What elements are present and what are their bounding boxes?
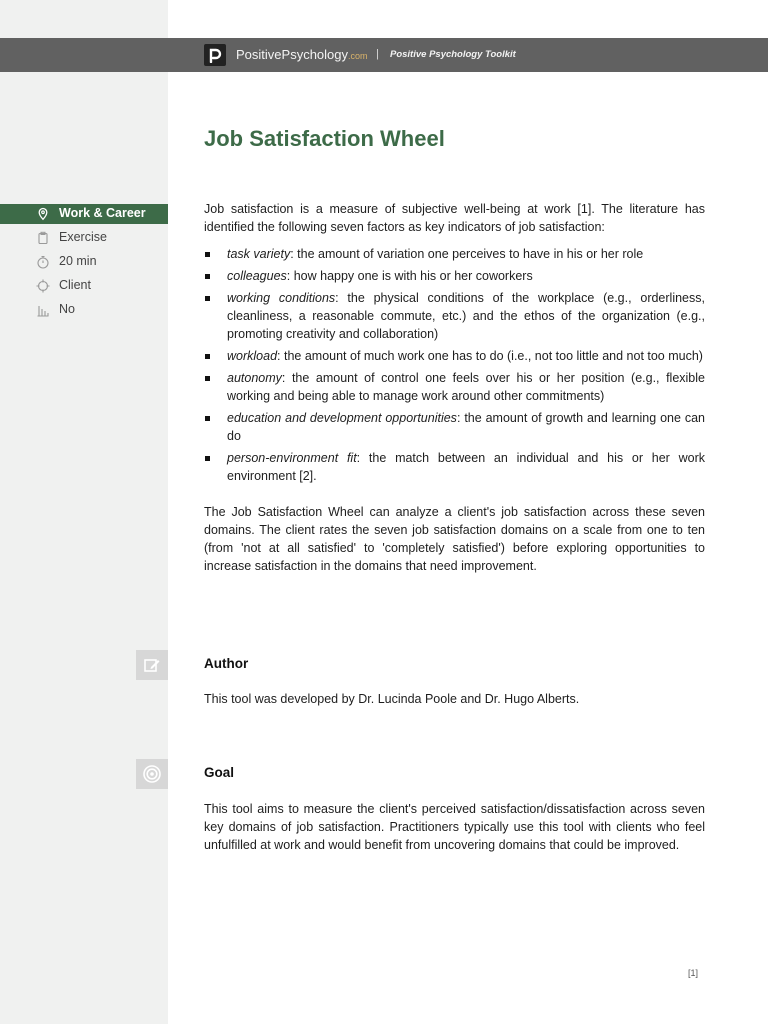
crosshair-icon (36, 279, 50, 293)
factor-term: task variety (227, 247, 291, 261)
list-item (204, 449, 705, 485)
list-item (204, 267, 705, 285)
meta-item-category (0, 204, 168, 224)
bar-chart-icon (36, 303, 50, 317)
header-separator: | (376, 48, 379, 60)
bullet-marker (205, 456, 210, 461)
list-item (204, 347, 705, 365)
intro-paragraph: Job satisfaction is a measure of subjective well-being at work [1]. The literature has identified the following seven factors as key indicators of job satisfaction: (204, 202, 705, 234)
sidebar-background (0, 0, 168, 1024)
factor-description: : the match between an individual and his or her work environment [2]. (227, 451, 705, 483)
bullet-marker (205, 376, 210, 381)
factor-term: person-environment fit (227, 451, 357, 465)
factor-description: : the amount of control one feels over his or her position (e.g., flexible working and being able to manage work around other commitments) (227, 371, 705, 403)
factor-term: colleagues (227, 269, 287, 283)
location-pin-icon (36, 207, 50, 221)
brand-suffix: .com (348, 51, 368, 61)
factor-description: : the physical conditions of the workplace (e.g., orderliness, cleanliness, a reasonable commute, etc.) and the ethos of the organization (e.g., promoting creativity and collaboration) (227, 291, 705, 341)
meta-label-scale: No (59, 302, 75, 316)
meta-item-audience (0, 276, 168, 296)
list-item (204, 369, 705, 405)
meta-label-type: Exercise (59, 230, 107, 244)
meta-label-category: Work & Career (59, 206, 146, 220)
factor-term: working conditions (227, 291, 336, 305)
bullet-marker (205, 252, 210, 257)
page-title: Job Satisfaction Wheel (204, 126, 445, 151)
factor-description: : the amount of growth and learning one can do (227, 411, 705, 443)
summary-paragraph: The Job Satisfaction Wheel can analyze a client's job satisfaction across these seven domains. The client rates the seven job satisfaction domains on a scale from one to ten (from 'not at all satisfied' to 'completely satisfied') before exploring opportunities to increase satisfaction in the domains that need improvement. (204, 505, 705, 573)
logo-icon (204, 44, 226, 66)
brand-name: PositivePsychology.com (236, 47, 368, 62)
goal-text: This tool aims to measure the client's perceived satisfaction/dissatisfaction across seven key domains of job satisfaction. Practitioners typically use this tool with clients who feel unfulfilled at work and would benefit from uncovering domains that could be improved. (204, 802, 705, 852)
author-heading: Author (204, 656, 249, 671)
goal-heading: Goal (204, 765, 235, 780)
meta-item-type (0, 228, 168, 248)
bullet-marker (205, 296, 210, 301)
meta-item-scale (0, 300, 168, 320)
pencil-note-icon (136, 650, 168, 680)
bullet-marker (205, 274, 210, 279)
author-text: This tool was developed by Dr. Lucinda Poole and Dr. Hugo Alberts. (204, 692, 580, 706)
factor-term: education and development opportunities (227, 411, 457, 425)
factor-description: : the amount of much work one has to do (i.e., not too little and not too much) (277, 349, 703, 363)
meta-item-duration (0, 252, 168, 272)
header-bar (0, 38, 768, 72)
bullet-marker (205, 416, 210, 421)
list-item (204, 289, 705, 343)
factor-description: : the amount of variation one perceives to have in his or her role (290, 247, 644, 261)
toolkit-label: Positive Psychology Toolkit (390, 49, 516, 60)
list-item (204, 409, 705, 445)
factor-description: : how happy one is with his or her coworkers (286, 269, 533, 283)
meta-label-audience: Client (59, 278, 91, 292)
target-icon (136, 759, 168, 789)
meta-list (0, 204, 168, 324)
meta-label-duration: 20 min (59, 254, 97, 268)
list-item (204, 245, 705, 263)
factor-term: workload (227, 349, 278, 363)
factor-list (204, 245, 705, 489)
clipboard-icon (36, 231, 50, 245)
stopwatch-icon (36, 255, 50, 269)
bullet-marker (205, 354, 210, 359)
page-reference: [1] (688, 968, 699, 978)
factor-term: autonomy (227, 371, 282, 385)
